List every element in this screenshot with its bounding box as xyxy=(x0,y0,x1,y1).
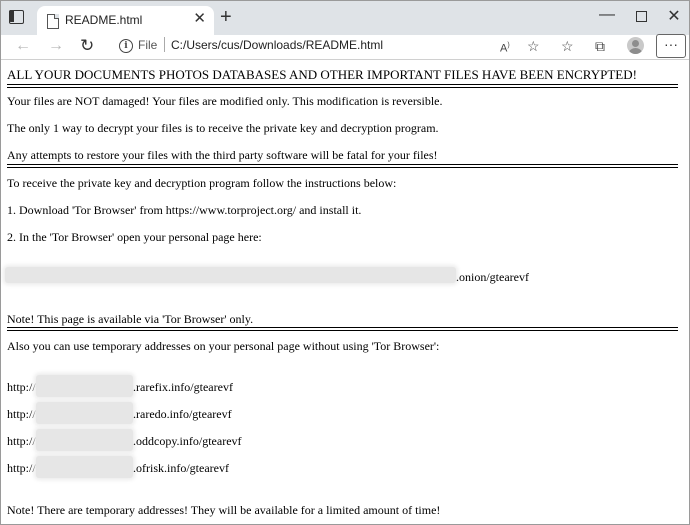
redacted-subdomain xyxy=(36,402,133,424)
divider xyxy=(7,164,678,168)
final-note: Note! There are temporary addresses! They will be available for a limited amount of time! xyxy=(7,503,441,517)
tab-close-icon[interactable]: ✕ xyxy=(193,10,206,27)
divider xyxy=(7,84,678,88)
tab-readme[interactable] xyxy=(37,6,214,35)
note-paragraph: Any attempts to restore your files with the third party software will be fatal for your files! xyxy=(7,148,438,162)
note-paragraph: Your files are NOT damaged! Your files are modified only. This modification is reversible. xyxy=(7,94,443,108)
close-window-button[interactable]: ✕ xyxy=(667,8,681,25)
temp-address: .raredo.info/gtearevf xyxy=(133,407,232,421)
minimize-button[interactable]: — xyxy=(599,6,615,23)
info-icon[interactable]: i xyxy=(119,39,133,53)
page-content xyxy=(1,60,689,524)
note-paragraph: The only 1 way to decrypt your files is to receive the private key and decryption program. xyxy=(7,121,439,135)
note-paragraph: To receive the private key and decryption program follow the instructions below: xyxy=(7,176,397,190)
temp-address-prefix: http:// xyxy=(7,461,36,475)
temp-address: .rarefix.info/gtearevf xyxy=(133,380,233,394)
tor-note: Note! This page is available via 'Tor Browser' only. xyxy=(7,312,254,326)
instruction-step: 1. Download 'Tor Browser' from https://www.torproject.org/ and install it. xyxy=(7,203,362,217)
address-url[interactable]: C:/Users/cus/Downloads/README.html xyxy=(171,38,384,52)
refresh-icon[interactable]: ↻ xyxy=(80,36,95,55)
more-icon[interactable]: ··· xyxy=(656,34,686,58)
address-bar[interactable] xyxy=(109,35,549,57)
divider xyxy=(7,327,678,331)
collections-icon[interactable]: ⧉ xyxy=(595,38,605,54)
favorites-icon[interactable]: ☆ xyxy=(561,38,574,54)
temp-address-prefix: http:// xyxy=(7,380,36,394)
page-icon xyxy=(47,14,59,29)
tab-title: README.html xyxy=(65,13,143,27)
temp-address: .ofrisk.info/gtearevf xyxy=(133,461,229,475)
scheme-label: File xyxy=(138,38,158,52)
new-tab-button[interactable]: + xyxy=(220,6,232,28)
maximize-button[interactable] xyxy=(631,8,651,25)
tab-actions-icon[interactable] xyxy=(9,10,27,26)
temp-address: .oddcopy.info/gtearevf xyxy=(133,434,242,448)
toolbar xyxy=(1,35,689,60)
note-heading: ALL YOUR DOCUMENTS PHOTOS DATABASES AND OTHER IMPORTANT FILES HAVE BEEN ENCRYPTED! xyxy=(7,67,637,82)
temp-address-prefix: http:// xyxy=(7,434,36,448)
read-aloud-icon[interactable]: A) xyxy=(500,42,510,55)
add-favorite-icon[interactable]: ☆ xyxy=(527,38,540,54)
redacted-subdomain xyxy=(36,456,133,478)
tab-strip xyxy=(1,1,689,35)
instruction-step: 2. In the 'Tor Browser' open your personal page here: xyxy=(7,230,262,244)
address-separator xyxy=(164,37,165,52)
temp-address-prefix: http:// xyxy=(7,407,36,421)
back-icon[interactable]: ← xyxy=(15,37,31,54)
profile-icon[interactable] xyxy=(627,37,644,54)
redacted-subdomain xyxy=(36,375,133,397)
redacted-subdomain xyxy=(36,429,133,451)
temporary-intro: Also you can use temporary addresses on your personal page without using 'Tor Browser': xyxy=(7,339,440,353)
forward-icon[interactable]: → xyxy=(48,37,64,54)
redacted-onion-address xyxy=(5,267,456,283)
onion-suffix: .onion/gtearevf xyxy=(456,270,529,284)
